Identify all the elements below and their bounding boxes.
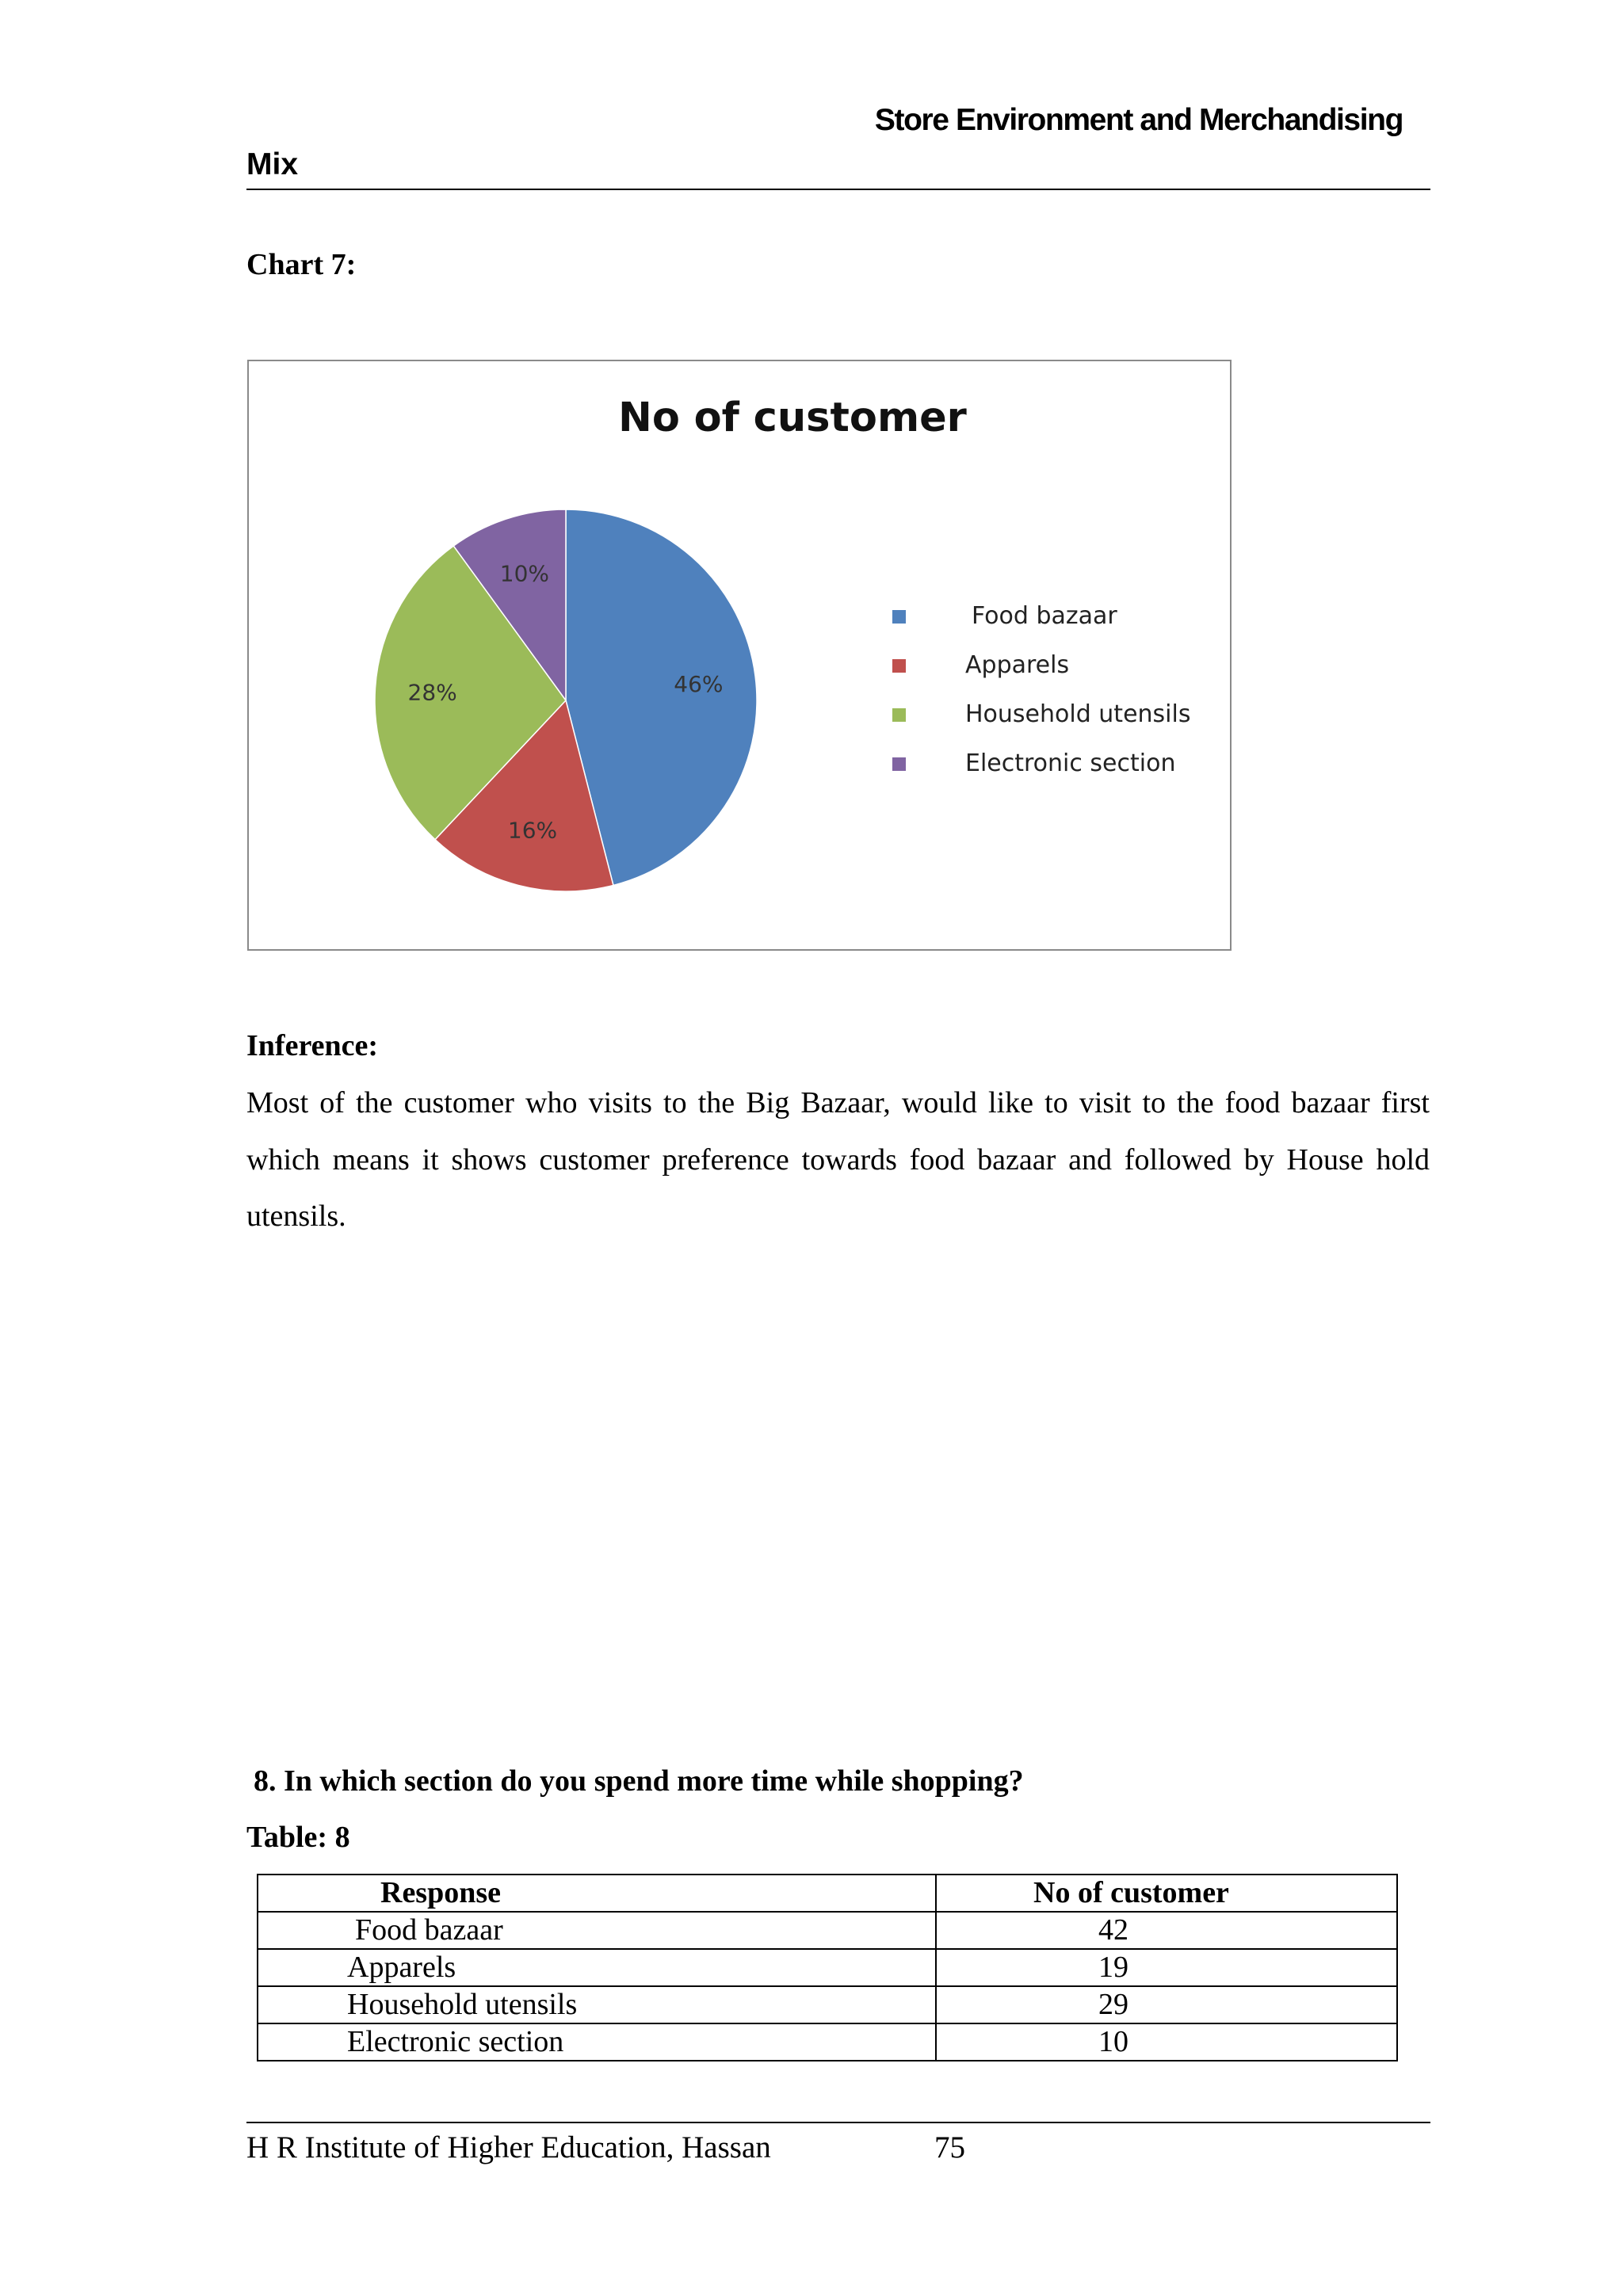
pie-data-label-household-utensils: 28% bbox=[407, 679, 457, 706]
legend-swatch bbox=[892, 757, 906, 771]
table-cell-count: 19 bbox=[936, 1949, 1397, 1986]
header-subtitle: Mix bbox=[246, 147, 299, 181]
pie-data-label-electronic-section: 10% bbox=[499, 560, 549, 587]
header-divider bbox=[246, 189, 1430, 190]
inference-heading: Inference: bbox=[246, 1029, 379, 1062]
legend-label: Household utensils bbox=[965, 700, 1191, 728]
response-table bbox=[257, 1874, 1398, 2061]
table-cell-count: 42 bbox=[936, 1912, 1397, 1949]
table-cell-response: Apparels bbox=[258, 1949, 936, 1986]
legend-swatch bbox=[892, 610, 906, 624]
pie-data-label-food-bazaar: 46% bbox=[674, 670, 724, 697]
pie-data-label-apparels: 16% bbox=[507, 817, 558, 844]
page-number: 75 bbox=[934, 2130, 965, 2164]
legend-label: Apparels bbox=[965, 651, 1070, 679]
legend-label: Food bazaar bbox=[972, 602, 1117, 630]
table-header-count: No of customer bbox=[936, 1875, 1397, 1912]
footer-institution: H R Institute of Higher Education, Hassan bbox=[246, 2130, 771, 2164]
table-cell-response: Household utensils bbox=[258, 1986, 936, 2023]
table-cell-count: 10 bbox=[936, 2023, 1397, 2061]
legend-swatch bbox=[892, 659, 906, 673]
table-cell-response: Food bazaar bbox=[258, 1912, 936, 1949]
table-caption: Table: 8 bbox=[246, 1821, 350, 1854]
chart-title: No of customer bbox=[618, 395, 967, 441]
legend-label: Electronic section bbox=[965, 749, 1176, 777]
header-title: Store Environment and Merchandising bbox=[874, 103, 1403, 137]
chart-caption: Chart 7: bbox=[246, 248, 357, 281]
pie-chart-plot bbox=[249, 361, 1230, 949]
table-row bbox=[258, 1949, 1397, 1986]
survey-question: 8. In which section do you spend more time while shopping? bbox=[254, 1764, 1024, 1798]
table-row bbox=[258, 1986, 1397, 2023]
table-row bbox=[258, 2023, 1397, 2061]
table-header-row bbox=[258, 1875, 1397, 1912]
legend-swatch bbox=[892, 708, 906, 722]
table-header-response: Response bbox=[258, 1875, 936, 1912]
table-cell-count: 29 bbox=[936, 1986, 1397, 2023]
inference-text: Most of the customer who visits to the Big Bazaar, would like to visit to the food bazaar first which means it shows customer preference towards food bazaar and followed by House hold utensils. bbox=[246, 1086, 1430, 1233]
footer-divider bbox=[246, 2122, 1430, 2123]
pie-chart bbox=[247, 360, 1232, 951]
table-row bbox=[258, 1912, 1397, 1949]
table-cell-response: Electronic section bbox=[258, 2023, 936, 2061]
